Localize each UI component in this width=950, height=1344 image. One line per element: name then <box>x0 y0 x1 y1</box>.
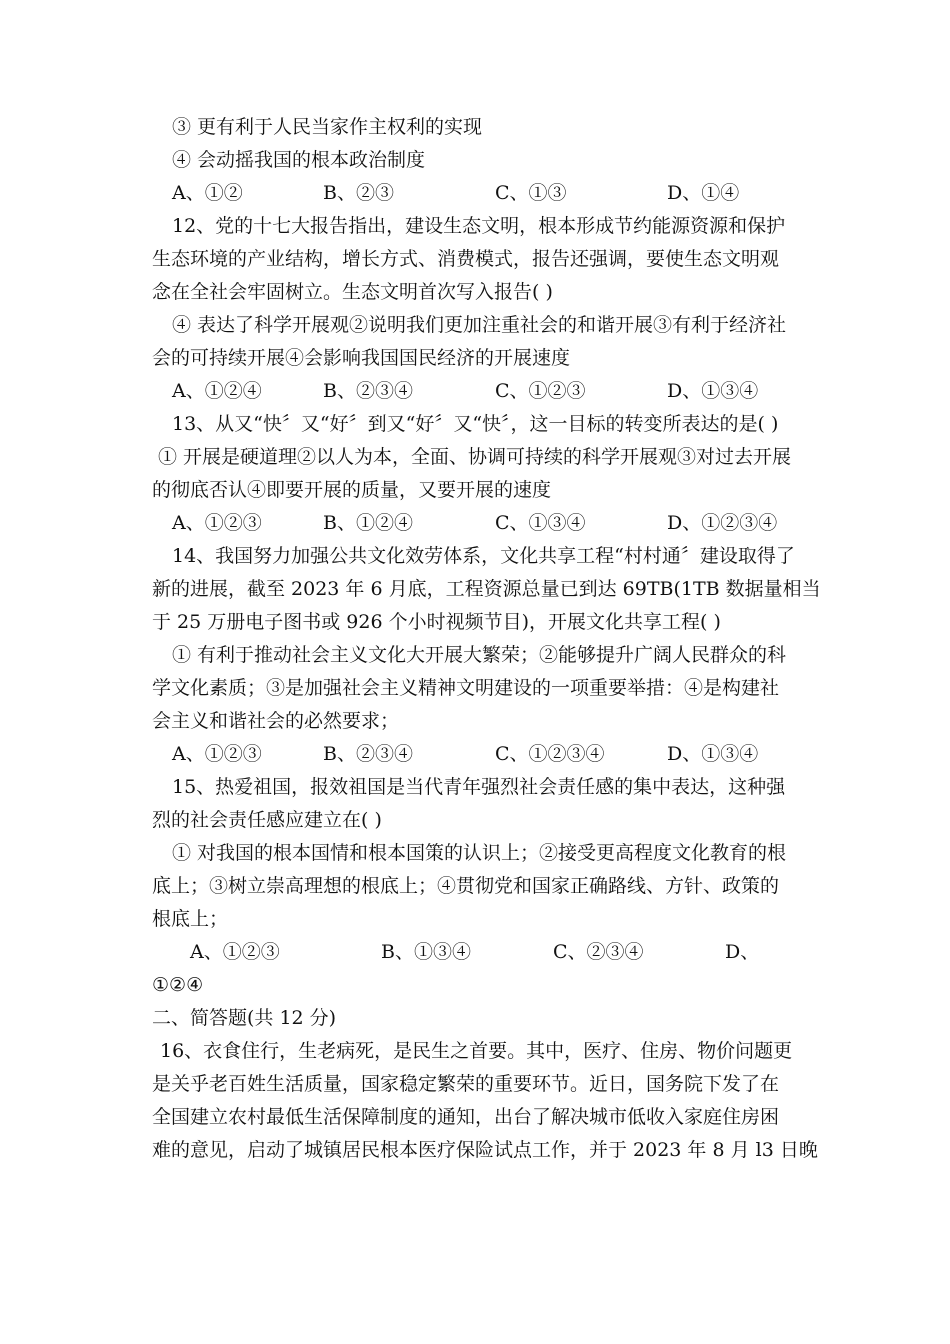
q15-line-4: 底上；③树立崇高理想的根底上；④贯彻党和国家正确路线、方针、政策的 <box>152 875 780 897</box>
option-a: A、①②④ <box>172 380 262 402</box>
q14-line-2: 新的进展，截至 2023 年 6 月底，工程资源总量已到达 69TB(1TB 数据量相当 <box>152 578 821 600</box>
q15-line-3: ① 对我国的根本国情和根本国策的认识上；②接受更高程度文化教育的根 <box>172 842 787 864</box>
q15-line-1: 15、热爱祖国，报效祖国是当代青年强烈社会责任感的集中表达，这种强 <box>172 776 786 798</box>
q11-item-4: ④ 会动摇我国的根本政治制度 <box>172 149 426 171</box>
option-a: A、①②③ <box>172 512 262 534</box>
q12-line-1: 12、党的十七大报告指出，建设生态文明，根本形成节约能源资源和保护 <box>172 215 786 237</box>
q16-line-1: 16、衣食住行，生老病死，是民生之首要。其中，医疗、住房、物价问题更 <box>160 1040 793 1062</box>
q13-line-2: ① 开展是硬道理②以人为本，全面、协调可持续的科学开展观③对过去开展 <box>158 446 792 468</box>
option-b: B、①③④ <box>381 941 471 963</box>
option-c: C、①③ <box>495 182 567 204</box>
q14-line-1: 14、我国努力加强公共文化效劳体系，文化共享工程“村村通〞建设取得了 <box>172 545 795 567</box>
option-b: B、②③④ <box>323 380 413 402</box>
q15-line-2: 烈的社会责任感应建立在( ) <box>152 809 382 831</box>
option-b: B、①②④ <box>323 512 413 534</box>
option-b: B、②③ <box>323 182 394 204</box>
option-d: D、①③④ <box>667 743 759 765</box>
q14-line-3: 于 25 万册电子图书或 926 个小时视频节目)，开展文化共享工程( ) <box>152 611 721 633</box>
q16-line-3: 全国建立农村最低生活保障制度的通知，出台了解决城市低收入家庭住房困 <box>152 1106 780 1128</box>
q15-line-5: 根底上； <box>152 908 229 930</box>
q13-line-1: 13、从又“快〞又“好〞到又“好〞又“快〞，这一目标的转变所表达的是( ) <box>172 413 779 435</box>
option-c: C、①③④ <box>495 512 586 534</box>
option-c: C、①②③④ <box>495 743 605 765</box>
option-a: A、①②③ <box>190 941 280 963</box>
option-d: D、①②③④ <box>667 512 778 534</box>
option-a: A、①② <box>172 182 243 204</box>
q12-line-5: 会的可持续开展④会影响我国国民经济的开展速度 <box>152 347 571 369</box>
q14-line-6: 会主义和谐社会的必然要求； <box>152 710 400 732</box>
option-c: C、②③④ <box>553 941 644 963</box>
option-d-wrap: ①②④ <box>152 974 204 996</box>
option-b: B、②③④ <box>323 743 413 765</box>
option-d: D、①③④ <box>667 380 759 402</box>
q12-line-4: ④ 表达了科学开展观②说明我们更加注重社会的和谐开展③有利于经济社 <box>172 314 787 336</box>
q11-item-3: ③ 更有利于人民当家作主权利的实现 <box>172 116 483 138</box>
q14-line-5: 学文化素质；③是加强社会主义精神文明建设的一项重要举措：④是构建社 <box>152 677 780 699</box>
option-c: C、①②③ <box>495 380 586 402</box>
q16-line-4: 难的意见，启动了城镇居民根本医疗保险试点工作，并于 2023 年 8 月 l3 日晚 <box>152 1139 818 1161</box>
option-d: D、①④ <box>667 182 740 204</box>
section-2-heading: 二、简答题(共 12 分) <box>152 1007 337 1029</box>
option-a: A、①②③ <box>172 743 262 765</box>
q16-line-2: 是关乎老百姓生活质量，国家稳定繁荣的重要环节。近日，国务院下发了在 <box>152 1073 780 1095</box>
q12-line-2: 生态环境的产业结构，增长方式、消费模式，报告还强调，要使生态文明观 <box>152 248 780 270</box>
q14-line-4: ① 有利于推动社会主义文化大开展大繁荣；②能够提升广阔人民群众的科 <box>172 644 787 666</box>
q12-line-3: 念在全社会牢固树立。生态文明首次写入报告( ) <box>152 281 553 303</box>
q13-line-3: 的彻底否认④即要开展的质量，又要开展的速度 <box>152 479 552 501</box>
option-d: D、 <box>725 941 760 963</box>
